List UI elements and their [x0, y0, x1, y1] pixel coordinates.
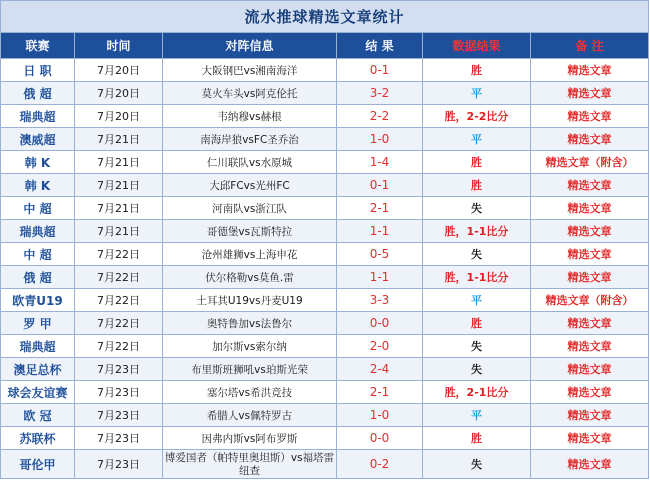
header-row [1, 33, 649, 59]
score-cell: 0-1 [337, 59, 423, 82]
date-cell: 7月20日 [75, 59, 163, 82]
date-cell: 7月20日 [75, 82, 163, 105]
match-cell: 韦纳穆vs赫根 [163, 105, 337, 128]
league-cell: 瑞典超 [1, 220, 75, 243]
result-cell: 胜 [423, 59, 531, 82]
league-cell: 澳威超 [1, 128, 75, 151]
league-cell: 罗 甲 [1, 312, 75, 335]
note-cell: 精选文章（附含） [531, 151, 649, 174]
match-cell: 因弗内斯vs阿布罗斯 [163, 427, 337, 450]
result-cell: 平 [423, 289, 531, 312]
score-cell: 0-0 [337, 427, 423, 450]
table-row [1, 450, 649, 479]
date-cell: 7月22日 [75, 312, 163, 335]
header-note: 备 注 [531, 33, 649, 59]
result-cell: 胜，1-1比分 [423, 220, 531, 243]
result-cell: 胜，1-1比分 [423, 266, 531, 289]
result-cell: 失 [423, 197, 531, 220]
note-cell: 精选文章 [531, 220, 649, 243]
match-cell: 加尔斯vs索尔纳 [163, 335, 337, 358]
note-cell: 精选文章 [531, 312, 649, 335]
date-cell: 7月23日 [75, 381, 163, 404]
score-cell: 2-1 [337, 381, 423, 404]
result-cell: 胜 [423, 312, 531, 335]
date-cell: 7月23日 [75, 358, 163, 381]
result-cell: 平 [423, 82, 531, 105]
match-cell: 哥德堡vs瓦斯特拉 [163, 220, 337, 243]
result-cell: 胜 [423, 151, 531, 174]
table-row [1, 105, 649, 128]
league-cell: 俄 超 [1, 266, 75, 289]
date-cell: 7月22日 [75, 266, 163, 289]
score-cell: 1-0 [337, 404, 423, 427]
table-row [1, 289, 649, 312]
score-cell: 1-4 [337, 151, 423, 174]
score-cell: 1-1 [337, 266, 423, 289]
note-cell: 精选文章 [531, 381, 649, 404]
match-cell: 沧州雄狮vs上海申花 [163, 243, 337, 266]
league-cell: 韩 K [1, 151, 75, 174]
date-cell: 7月23日 [75, 450, 163, 479]
table-row [1, 358, 649, 381]
date-cell: 7月21日 [75, 197, 163, 220]
match-cell: 布里斯班狮吼vs珀斯光荣 [163, 358, 337, 381]
header-score: 结 果 [337, 33, 423, 59]
league-cell: 日 职 [1, 59, 75, 82]
note-cell: 精选文章 [531, 404, 649, 427]
table-row [1, 335, 649, 358]
date-cell: 7月21日 [75, 174, 163, 197]
table-row [1, 381, 649, 404]
result-cell: 失 [423, 335, 531, 358]
result-cell: 胜，2-1比分 [423, 381, 531, 404]
date-cell: 7月23日 [75, 404, 163, 427]
table-row [1, 128, 649, 151]
match-cell: 奥特鲁加vs法鲁尔 [163, 312, 337, 335]
result-cell: 胜 [423, 427, 531, 450]
match-cell: 南海岸狼vsFC圣乔治 [163, 128, 337, 151]
score-cell: 1-0 [337, 128, 423, 151]
league-cell: 俄 超 [1, 82, 75, 105]
league-cell: 欧青U19 [1, 289, 75, 312]
date-cell: 7月20日 [75, 105, 163, 128]
note-cell: 精选文章（附含） [531, 289, 649, 312]
table-row [1, 312, 649, 335]
score-cell: 0-2 [337, 450, 423, 479]
match-cell: 塞尔塔vs希洪竞技 [163, 381, 337, 404]
league-cell: 中 超 [1, 243, 75, 266]
score-cell: 0-0 [337, 312, 423, 335]
league-cell: 瑞典超 [1, 105, 75, 128]
table-row [1, 427, 649, 450]
note-cell: 精选文章 [531, 105, 649, 128]
date-cell: 7月22日 [75, 335, 163, 358]
score-cell: 1-1 [337, 220, 423, 243]
note-cell: 精选文章 [531, 128, 649, 151]
note-cell: 精选文章 [531, 450, 649, 479]
result-cell: 失 [423, 358, 531, 381]
result-cell: 平 [423, 128, 531, 151]
note-cell: 精选文章 [531, 82, 649, 105]
date-cell: 7月22日 [75, 243, 163, 266]
table-row [1, 174, 649, 197]
match-cell: 河南队vs浙江队 [163, 197, 337, 220]
score-cell: 2-1 [337, 197, 423, 220]
score-cell: 2-2 [337, 105, 423, 128]
match-cell: 莫火车头vs阿克伦托 [163, 82, 337, 105]
note-cell: 精选文章 [531, 335, 649, 358]
note-cell: 精选文章 [531, 266, 649, 289]
league-cell: 球会友谊赛 [1, 381, 75, 404]
result-cell: 胜 [423, 174, 531, 197]
match-cell: 伏尔格勒vs莫鱼.雷 [163, 266, 337, 289]
match-cell: 博爱国者（帕特里奥坦斯）vs福塔雷纽查 [163, 450, 337, 479]
match-cell: 大阪钢巴vs湘南海洋 [163, 59, 337, 82]
note-cell: 精选文章 [531, 243, 649, 266]
date-cell: 7月23日 [75, 427, 163, 450]
match-cell: 大邱FCvs光州FC [163, 174, 337, 197]
match-cell: 土耳其U19vs丹麦U19 [163, 289, 337, 312]
note-cell: 精选文章 [531, 197, 649, 220]
note-cell: 精选文章 [531, 427, 649, 450]
table-row [1, 82, 649, 105]
note-cell: 精选文章 [531, 59, 649, 82]
league-cell: 中 超 [1, 197, 75, 220]
result-cell: 胜，2-2比分 [423, 105, 531, 128]
date-cell: 7月22日 [75, 289, 163, 312]
league-cell: 欧 冠 [1, 404, 75, 427]
score-cell: 3-2 [337, 82, 423, 105]
table-row [1, 404, 649, 427]
note-cell: 精选文章 [531, 174, 649, 197]
header-date: 时间 [75, 33, 163, 59]
score-cell: 2-0 [337, 335, 423, 358]
result-cell: 失 [423, 243, 531, 266]
header-match: 对阵信息 [163, 33, 337, 59]
header-data-result: 数据结果 [423, 33, 531, 59]
league-cell: 澳足总杯 [1, 358, 75, 381]
score-cell: 2-4 [337, 358, 423, 381]
note-cell: 精选文章 [531, 358, 649, 381]
result-cell: 平 [423, 404, 531, 427]
date-cell: 7月21日 [75, 151, 163, 174]
match-cell: 仁川联队vs水原城 [163, 151, 337, 174]
table-row [1, 243, 649, 266]
score-cell: 0-5 [337, 243, 423, 266]
title-row [1, 1, 649, 33]
header-league: 联赛 [1, 33, 75, 59]
table-title: 流水推球精选文章统计 [1, 1, 649, 33]
league-cell: 韩 K [1, 174, 75, 197]
match-cell: 希腊人vs佩特罗古 [163, 404, 337, 427]
date-cell: 7月21日 [75, 220, 163, 243]
league-cell: 哥伦甲 [1, 450, 75, 479]
score-cell: 0-1 [337, 174, 423, 197]
table-row [1, 220, 649, 243]
table-row [1, 266, 649, 289]
league-cell: 苏联杯 [1, 427, 75, 450]
date-cell: 7月21日 [75, 128, 163, 151]
score-cell: 3-3 [337, 289, 423, 312]
table-row [1, 59, 649, 82]
table-row [1, 151, 649, 174]
table-body [1, 59, 649, 479]
table-row [1, 197, 649, 220]
league-cell: 瑞典超 [1, 335, 75, 358]
result-cell: 失 [423, 450, 531, 479]
